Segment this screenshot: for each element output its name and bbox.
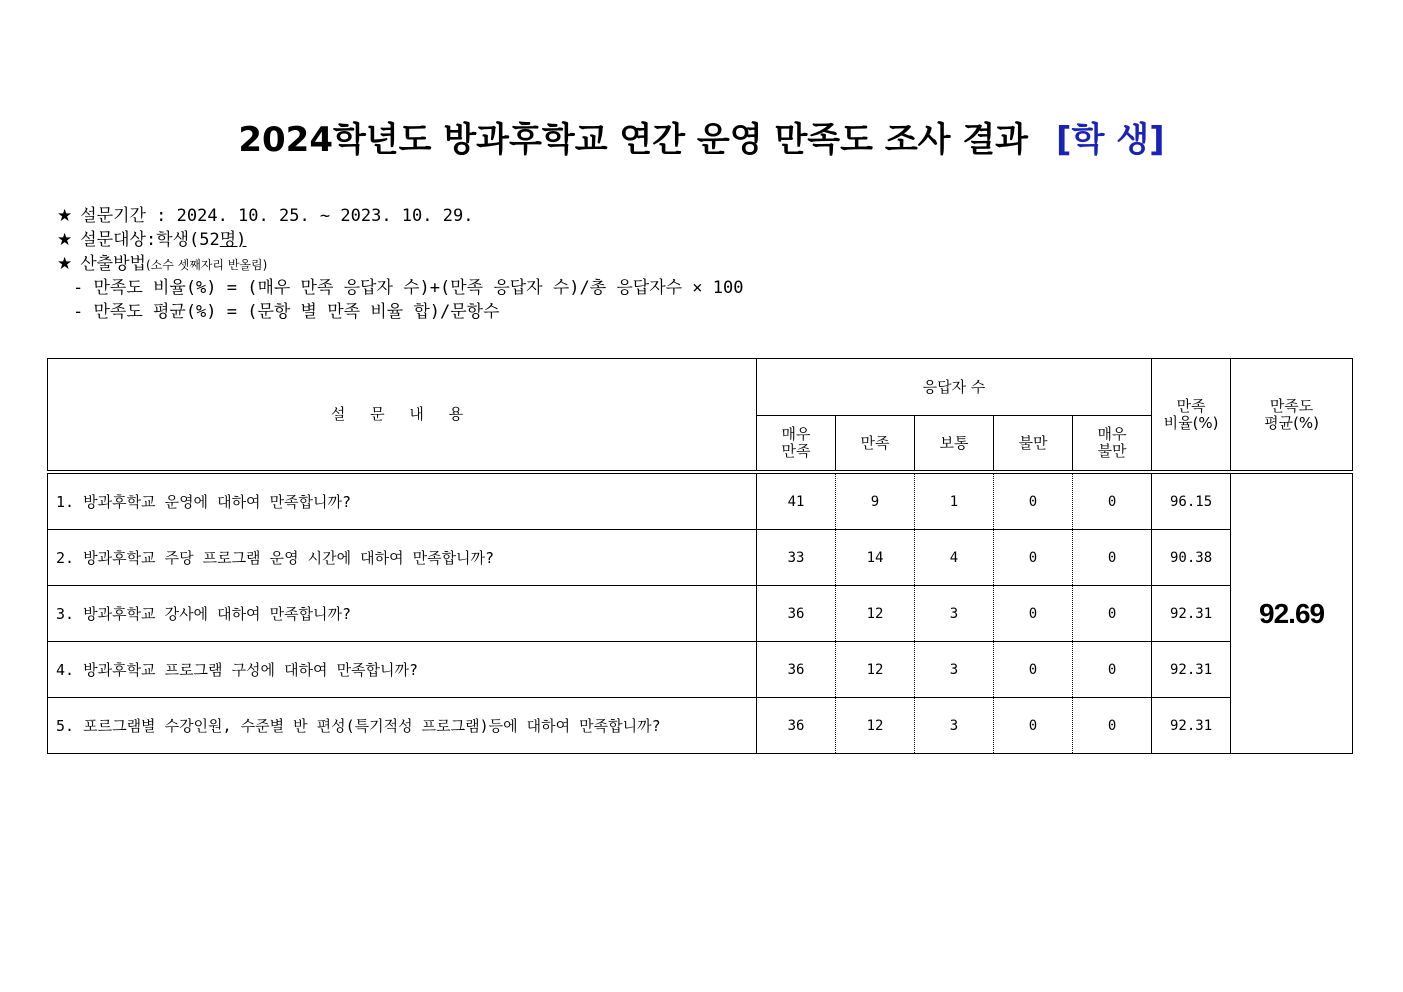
question-cell: 1. 방과후학교 운영에 대하여 만족합니까? <box>48 472 757 530</box>
neutral-cell: 4 <box>915 530 994 586</box>
header-satisfied: 만족 <box>836 416 915 473</box>
info-target <box>57 228 743 252</box>
header-question: 설 문 내 용 <box>48 359 757 473</box>
very-dissatisfied-cell: 0 <box>1073 698 1152 754</box>
satisfied-cell: 14 <box>836 530 915 586</box>
table-row <box>48 472 1353 530</box>
neutral-cell: 3 <box>915 586 994 642</box>
very-satisfied-cell: 36 <box>757 586 836 642</box>
star-icon: ★ <box>57 254 73 274</box>
survey-results-table <box>47 358 1353 754</box>
info-period <box>57 204 743 228</box>
rate-cell: 92.31 <box>1152 698 1231 754</box>
target-text-prefix: 설문대상:학생(52 <box>80 230 220 250</box>
very-satisfied-cell: 36 <box>757 698 836 754</box>
dissatisfied-cell: 0 <box>994 586 1073 642</box>
dissatisfied-cell: 0 <box>994 642 1073 698</box>
rate-cell: 90.38 <box>1152 530 1231 586</box>
table-row <box>48 642 1353 698</box>
question-cell: 2. 방과후학교 주당 프로그램 운영 시간에 대하여 만족합니까? <box>48 530 757 586</box>
dissatisfied-cell: 0 <box>994 698 1073 754</box>
table-row <box>48 586 1353 642</box>
info-formula-rate: - 만족도 비율(%) = (매우 만족 응답자 수)+(만족 응답자 수)/총 응답자수 × 100 <box>73 278 744 298</box>
star-icon: ★ <box>57 230 73 250</box>
very-dissatisfied-cell: 0 <box>1073 472 1152 530</box>
very-satisfied-cell: 36 <box>757 642 836 698</box>
question-cell: 4. 방과후학교 프로그램 구성에 대하여 만족합니까? <box>48 642 757 698</box>
header-dissatisfied: 불만 <box>994 416 1073 473</box>
method-label: 산출방법 <box>80 254 146 274</box>
dissatisfied-cell: 0 <box>994 472 1073 530</box>
info-formula-average: - 만족도 평균(%) = (문항 별 만족 비율 합)/문항수 <box>73 302 500 322</box>
target-text-suffix: 명) <box>219 230 247 250</box>
very-satisfied-cell: 41 <box>757 472 836 530</box>
header-rate: 만족 비율(%) <box>1152 359 1231 473</box>
very-dissatisfied-cell: 0 <box>1073 586 1152 642</box>
method-note: (소수 셋째자리 반올림) <box>145 258 268 272</box>
header-neutral: 보통 <box>915 416 994 473</box>
period-text: 설문기간 : 2024. 10. 25. ~ 2023. 10. 29. <box>80 206 474 226</box>
very-dissatisfied-cell: 0 <box>1073 642 1152 698</box>
satisfied-cell: 12 <box>836 586 915 642</box>
page-title <box>0 112 1403 161</box>
header-very-satisfied: 매우 만족 <box>757 416 836 473</box>
title-tag: [학 생] <box>1056 120 1165 160</box>
table-row <box>48 530 1353 586</box>
neutral-cell: 1 <box>915 472 994 530</box>
title-main: 2024학년도 방과후학교 연간 운영 만족도 조사 결과 <box>238 120 1029 160</box>
header-respondents: 응답자 수 <box>757 359 1152 416</box>
question-cell: 3. 방과후학교 강사에 대하여 만족합니까? <box>48 586 757 642</box>
info-method <box>57 252 743 276</box>
rate-cell: 92.31 <box>1152 642 1231 698</box>
survey-info <box>57 204 743 324</box>
dissatisfied-cell: 0 <box>994 530 1073 586</box>
satisfied-cell: 12 <box>836 642 915 698</box>
very-satisfied-cell: 33 <box>757 530 836 586</box>
satisfied-cell: 12 <box>836 698 915 754</box>
very-dissatisfied-cell: 0 <box>1073 530 1152 586</box>
neutral-cell: 3 <box>915 698 994 754</box>
table-row <box>48 698 1353 754</box>
header-average: 만족도 평균(%) <box>1231 359 1353 473</box>
average-cell: 92.69 <box>1231 472 1353 754</box>
neutral-cell: 3 <box>915 642 994 698</box>
rate-cell: 92.31 <box>1152 586 1231 642</box>
satisfied-cell: 9 <box>836 472 915 530</box>
question-cell: 5. 포르그램별 수강인원, 수준별 반 편성(특기적성 프로그램)등에 대하여 만족합니까? <box>48 698 757 754</box>
star-icon: ★ <box>57 206 73 226</box>
rate-cell: 96.15 <box>1152 472 1231 530</box>
header-very-dissatisfied: 매우 불만 <box>1073 416 1152 473</box>
